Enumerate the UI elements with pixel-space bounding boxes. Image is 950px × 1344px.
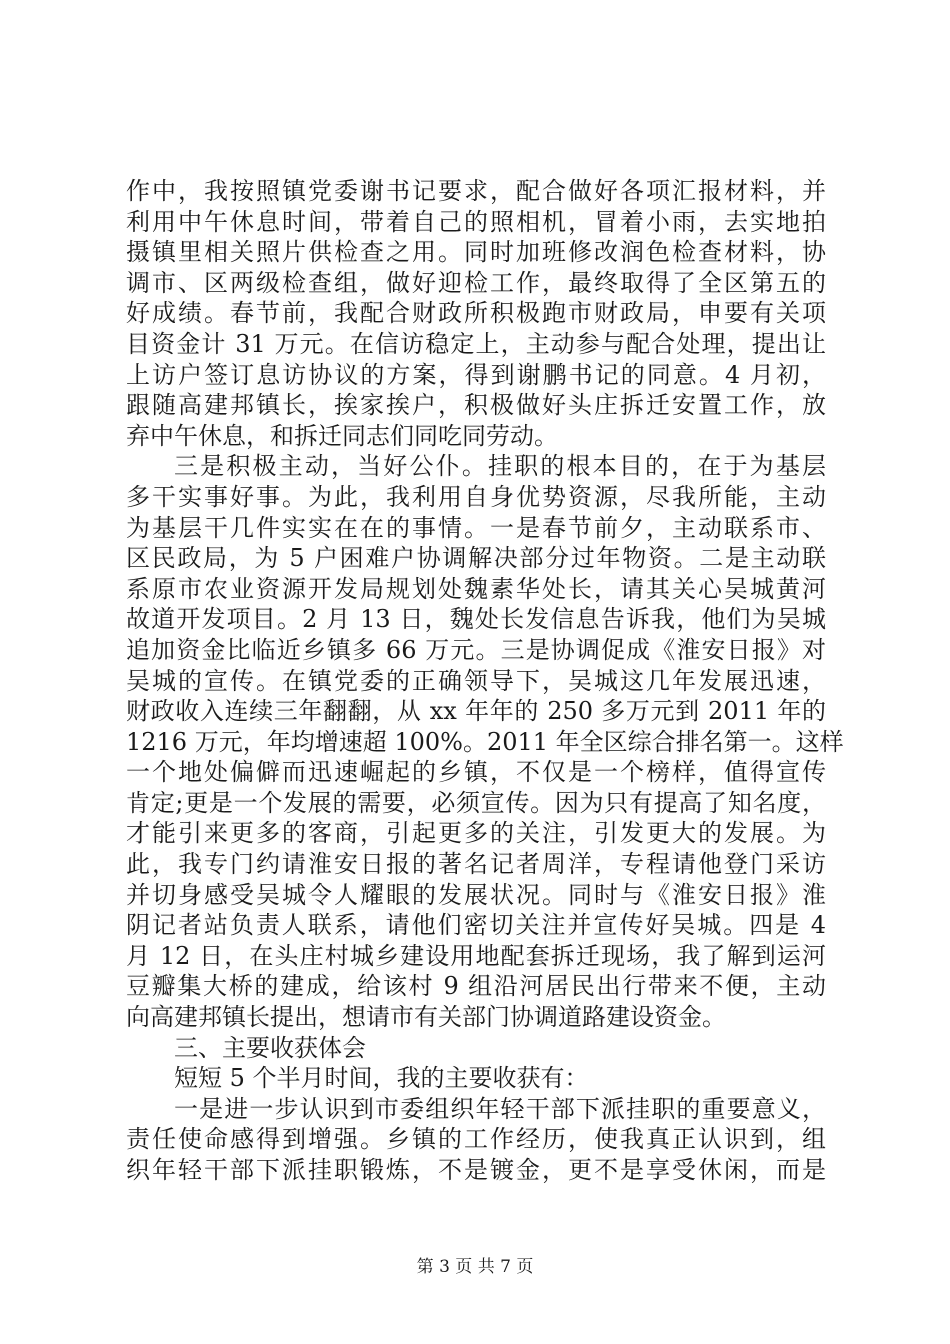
text-line: 摄镇里相关照片供检查之用。同时加班修改润色检查材料，协 <box>126 238 826 267</box>
document-body <box>126 176 844 1186</box>
text-line: 调市、区两级检查组，做好迎检工作，最终取得了全区第五的 <box>126 268 826 297</box>
page-number: 第 3 页 共 7 页 <box>416 1257 534 1277</box>
text-line: 织年轻干部下派挂职锻炼，不是镀金，更不是享受休闲，而是 <box>126 1156 826 1184</box>
text-line: 弃中午休息，和拆迁同志们同吃同劳动。 <box>126 421 558 450</box>
text-line: 利用中午休息时间，带着自己的照相机，冒着小雨，去实地拍 <box>126 207 826 236</box>
text-line: 短短 5 个半月时间，我的主要收获有： <box>174 1064 589 1093</box>
text-line: 才能引来更多的客商，引起更多的关注，引发更大的发展。为 <box>126 819 826 848</box>
text-line: 跟随高建邦镇长，挨家挨户，积极做好头庄拆迁安置工作，放 <box>126 391 826 420</box>
text-line: 上访户签订息访协议的方案，得到谢鹏书记的同意。4 月初， <box>126 360 826 389</box>
text-line: 区民政局，为 5 户困难户协调解决部分过年物资。二是主动联 <box>126 544 826 573</box>
text-line: 系原市农业资源开发局规划处魏素华处长，请其关心吴城黄河 <box>126 574 826 603</box>
text-line: 目资金计 31 万元。在信访稳定上，主动参与配合处理，提出让 <box>126 329 826 358</box>
text-line: 一是进一步认识到市委组织年轻干部下派挂职的重要意义， <box>174 1094 826 1123</box>
text-line: 阴记者站负责人联系，请他们密切关注并宣传好吴城。四是 4 <box>126 911 826 940</box>
text-line: 1216 万元，年均增速超 100%。2011 年全区综合排名第一。这样 <box>126 727 844 756</box>
text-line: 故道开发项目。2 月 13 日，魏处长发信息告诉我，他们为吴城 <box>126 605 826 634</box>
section-heading: 三、主要收获体会 <box>174 1033 366 1062</box>
text-line: 作中，我按照镇党委谢书记要求，配合做好各项汇报材料，并 <box>126 177 826 205</box>
text-line: 豆瓣集大桥的建成，给该村 9 组沿河居民出行带来不便，主动 <box>126 972 826 1001</box>
text-line: 肯定;更是一个发展的需要，必须宣传。因为只有提高了知名度， <box>126 788 826 817</box>
text-line: 多干实事好事。为此，我利用自身优势资源，尽我所能，主动 <box>126 482 826 511</box>
text-line: 吴城的宣传。在镇党委的正确领导下，吴城这几年发展迅速， <box>126 666 826 695</box>
text-line: 并切身感受吴城令人耀眼的发展状况。同时与《淮安日报》淮 <box>126 880 826 909</box>
text-line: 月 12 日，在头庄村城乡建设用地配套拆迁现场，我了解到运河 <box>126 941 826 970</box>
text-line: 财政收入连续三年翻翻，从 xx 年年的 250 多万元到 2011 年的 <box>126 697 826 726</box>
text-line: 向高建邦镇长提出，想请市有关部门协调道路建设资金。 <box>126 1003 726 1032</box>
text-line: 责任使命感得到增强。乡镇的工作经历，使我真正认识到，组 <box>126 1125 826 1154</box>
text-line: 此，我专门约请淮安日报的著名记者周洋，专程请他登门采访 <box>126 850 826 879</box>
text-line: 追加资金比临近乡镇多 66 万元。三是协调促成《淮安日报》对 <box>126 635 826 664</box>
text-line: 为基层干几件实实在在的事情。一是春节前夕，主动联系市、 <box>126 513 826 542</box>
text-line: 三是积极主动，当好公仆。挂职的根本目的，在于为基层 <box>174 452 826 481</box>
text-line: 好成绩。春节前，我配合财政所积极跑市财政局，申要有关项 <box>126 299 826 328</box>
text-line: 一个地处偏僻而迅速崛起的乡镇，不仅是一个榜样，值得宣传 <box>126 758 826 787</box>
